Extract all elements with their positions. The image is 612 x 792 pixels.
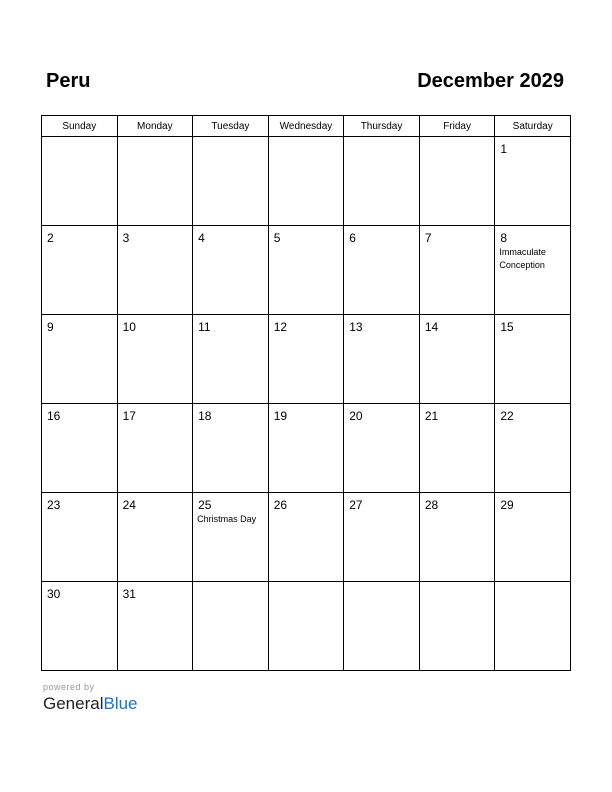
calendar-day-cell — [193, 137, 269, 226]
calendar-day-cell — [268, 315, 344, 404]
calendar-day-cell — [495, 137, 571, 226]
calendar-day-cell — [344, 226, 420, 315]
calendar-day-cell — [344, 137, 420, 226]
calendar-day-cell — [268, 582, 344, 671]
calendar-day-cell — [495, 493, 571, 582]
calendar-day-cell — [419, 315, 495, 404]
weekday-header: Saturday — [495, 116, 571, 137]
day-number: 10 — [122, 320, 136, 334]
calendar-day-cell — [495, 582, 571, 671]
day-number: 12 — [273, 320, 288, 334]
day-number: 9 — [47, 320, 54, 334]
calendar-day-cell — [495, 226, 571, 315]
calendar-day-cell — [344, 493, 420, 582]
powered-by-label: powered by — [43, 682, 95, 692]
calendar-day-cell — [42, 493, 118, 582]
day-number: 27 — [349, 498, 363, 512]
calendar-day-cell — [419, 404, 495, 493]
calendar-week-row — [42, 226, 571, 315]
calendar-day-cell — [42, 582, 118, 671]
calendar-day-cell — [193, 404, 269, 493]
calendar-week-row — [42, 315, 571, 404]
footer-brand — [43, 682, 138, 714]
calendar-day-cell — [193, 493, 269, 582]
calendar-grid — [41, 115, 571, 671]
calendar-day-cell — [117, 137, 193, 226]
calendar-week-row — [42, 493, 571, 582]
calendar-day-cell — [42, 137, 118, 226]
day-number: 4 — [198, 231, 205, 245]
day-number: 11 — [198, 320, 211, 334]
day-number: 28 — [424, 498, 439, 512]
day-number: 7 — [424, 231, 432, 245]
calendar-day-cell — [419, 493, 495, 582]
day-number: 30 — [47, 587, 61, 601]
calendar-day-cell — [344, 404, 420, 493]
day-number: 21 — [424, 409, 439, 423]
calendar-week-row — [42, 404, 571, 493]
weekday-header: Sunday — [42, 116, 118, 137]
country-title: Peru — [46, 70, 91, 92]
weekday-header: Friday — [419, 116, 495, 137]
calendar-day-cell — [193, 582, 269, 671]
day-number: 3 — [122, 231, 130, 245]
calendar-week-row — [42, 582, 571, 671]
holiday-label: Christmas Day — [197, 514, 257, 524]
calendar-day-cell — [495, 315, 571, 404]
calendar-day-cell — [268, 493, 344, 582]
day-number: 13 — [349, 320, 363, 334]
calendar-day-cell — [495, 404, 571, 493]
calendar-week-row — [42, 137, 571, 226]
calendar-day-cell — [117, 404, 193, 493]
day-number: 20 — [349, 409, 363, 423]
weekday-header-row — [42, 116, 571, 137]
month-year-title: December 2029 — [417, 70, 564, 92]
day-number: 22 — [500, 409, 514, 423]
day-number: 24 — [122, 498, 136, 512]
holiday-label: Immaculate Conception — [499, 247, 546, 270]
day-number: 18 — [198, 409, 212, 423]
calendar-day-cell — [268, 137, 344, 226]
calendar-day-cell — [419, 137, 495, 226]
calendar-day-cell — [268, 226, 344, 315]
day-number: 29 — [500, 498, 514, 512]
brand-general-text: General — [43, 694, 104, 713]
day-number: 14 — [424, 320, 439, 334]
day-number: 6 — [349, 231, 356, 245]
calendar-day-cell — [193, 315, 269, 404]
calendar-day-cell — [344, 582, 420, 671]
weekday-header: Tuesday — [193, 116, 269, 137]
calendar-day-cell — [193, 226, 269, 315]
day-number: 2 — [47, 231, 54, 245]
calendar-day-cell — [419, 582, 495, 671]
day-number: 23 — [47, 498, 61, 512]
calendar-day-cell — [117, 582, 193, 671]
day-number: 16 — [47, 409, 61, 423]
day-number: 25 — [198, 498, 212, 512]
day-number: 26 — [273, 498, 288, 512]
calendar-day-cell — [117, 226, 193, 315]
weekday-header: Monday — [117, 116, 193, 137]
generalblue-logo[interactable] — [43, 694, 138, 714]
calendar-day-cell — [268, 404, 344, 493]
weekday-header: Wednesday — [268, 116, 344, 137]
calendar-day-cell — [42, 315, 118, 404]
calendar-day-cell — [344, 315, 420, 404]
day-number: 5 — [273, 231, 281, 245]
calendar-day-cell — [117, 493, 193, 582]
day-number: 19 — [273, 409, 288, 423]
calendar-day-cell — [419, 226, 495, 315]
day-number: 8 — [500, 231, 508, 245]
brand-blue-text: Blue — [103, 694, 138, 713]
calendar-day-cell — [42, 404, 118, 493]
day-number: 15 — [500, 320, 514, 334]
day-number: 17 — [122, 409, 136, 423]
day-number: 1 — [500, 142, 508, 156]
calendar-day-cell — [117, 315, 193, 404]
day-number: 31 — [122, 587, 136, 601]
calendar-day-cell — [42, 226, 118, 315]
weekday-header: Thursday — [344, 116, 420, 137]
